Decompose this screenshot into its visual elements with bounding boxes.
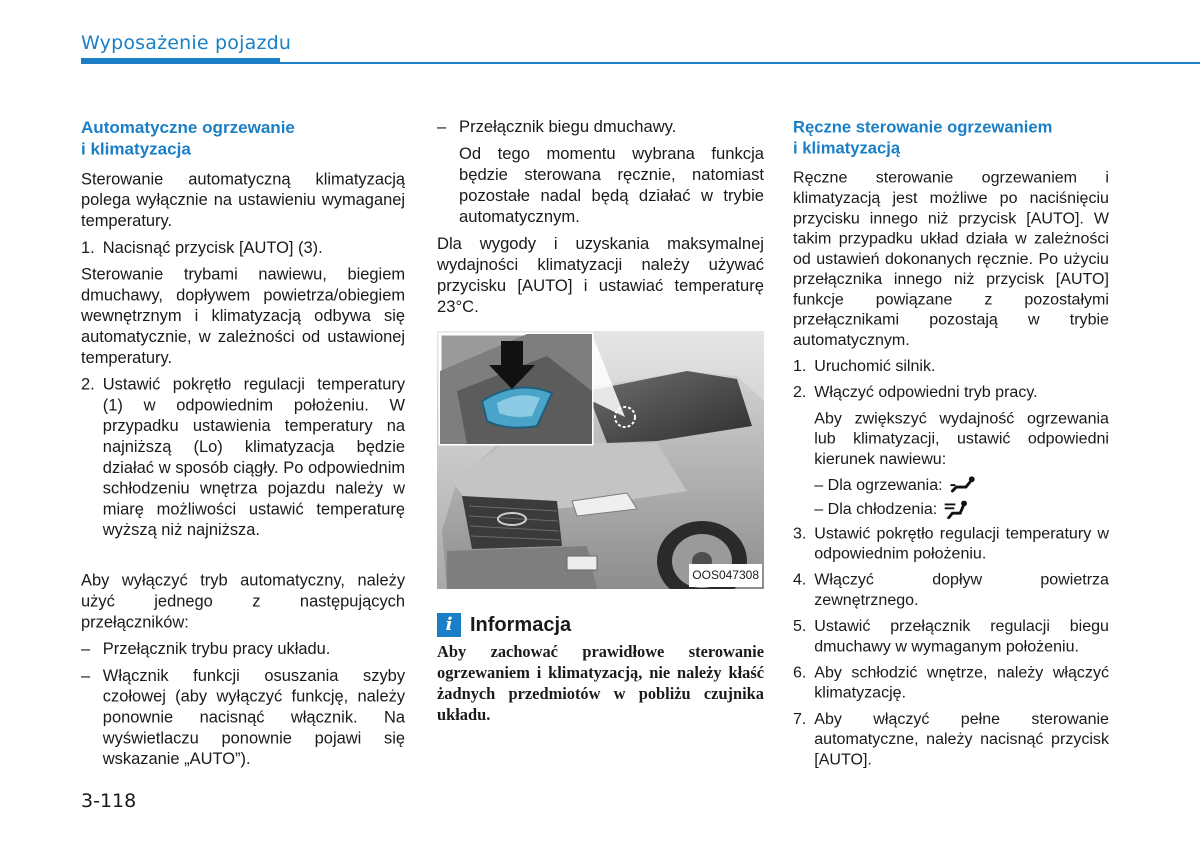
paragraph: Sterowanie automatyczną klimatyzacją polega wyłącznie na ustawieniu wymaganej temperatury. — [81, 169, 406, 230]
car-illustration — [437, 331, 764, 589]
paragraph: Aby zwiększyć wydajność ogrzewania lub klimatyzacji, ustawić odpowiedni kierunek nawiewu: — [814, 408, 1109, 468]
column-middle — [437, 116, 764, 725]
info-header — [437, 613, 764, 637]
paragraph: Aby wyłączyć tryb automatyczny, należy użyć jednego z następujących przełączników: — [81, 570, 406, 632]
list-item: 7. Aby włączyć pełne sterowanie automatyczne, należy nacisnąć przycisk [AUTO]. — [793, 709, 1109, 769]
list-item: 1. Uruchomić silnik. — [793, 356, 936, 375]
sensor-photo — [437, 331, 764, 589]
list-item: – Przełącznik trybu pracy układu. — [81, 639, 331, 659]
vent-face-icon — [943, 499, 972, 518]
cool-mode-item: – Dla chłodzenia: — [814, 499, 1109, 519]
paragraph: Sterowanie trybami nawiewu, biegiem dmuchawy, dopływem powietrza/obiegiem wewnętrznym i klimatyzacją odbywa się automatycznie, w zależności od ustawionej temperatury. — [81, 264, 406, 367]
list-item: 6. Aby schłodzić wnętrze, należy włączyć klimatyzację. — [793, 662, 1109, 702]
list-item: – Włącznik funkcji osuszania szyby czołowej (aby wyłączyć funkcję, należy ponownie nacisnąć włącznik. Na wyświetlaczu ponownie pojawi się wskazanie „AUTO”). — [81, 665, 406, 769]
list-item: 5. Ustawić przełącznik regulacji biegu dmuchawy w wymaganym położeniu. — [793, 616, 1109, 656]
list-item: 3. Ustawić pokrętło regulacji temperatury w odpowiednim położeniu. — [793, 523, 1109, 563]
list-item: 2. Włączyć odpowiedni tryb pracy. — [793, 382, 1038, 402]
paragraph: Dla wygody i uzyskania maksymalnej wydajności klimatyzacji należy używać przycisku [AUTO] i ustawiać temperaturę 23°C. — [437, 234, 764, 316]
section-heading-auto: Automatyczne ogrzewanie i klimatyzacja — [81, 116, 295, 159]
section-heading-manual: Ręczne sterowanie ogrzewaniem i klimatyzacją — [793, 116, 1053, 158]
info-icon: i — [437, 613, 461, 637]
running-header: Wyposażenie pojazdu — [81, 32, 292, 54]
image-code: OOS047308 — [689, 564, 762, 587]
header-rule — [280, 62, 1200, 64]
page-number: 3-118 — [81, 790, 137, 812]
info-title: Informacja — [470, 613, 572, 636]
heat-mode-item: – Dla ogrzewania: — [814, 474, 1109, 494]
list-item: 1. Nacisnąć przycisk [AUTO] (3). — [81, 237, 323, 257]
list-item: 4. Włączyć dopływ powietrza zewnętrznego. — [793, 570, 1109, 609]
header-rule-thick — [81, 58, 280, 64]
list-item: – Przełącznik biegu dmuchawy. — [437, 117, 677, 136]
info-body: Aby zachować prawidłowe sterowanie ogrzewaniem i klimatyzacją, nie należy kłaść żadnych przedmiotów w pobliżu czujnika układu. — [437, 642, 764, 724]
column-left — [81, 116, 405, 775]
paragraph: Od tego momentu wybrana funkcja będzie sterowana ręcznie, natomiast pozostałe nadal będą działać w trybie automatycznym. — [459, 144, 764, 226]
paragraph: Ręczne sterowanie ogrzewaniem i klimatyzacją jest możliwe po naciśnięciu przycisku innego niż przycisk [AUTO]. W takim przypadku układ działa w zależności od ustawień dokonanych ręcznie. Po użyciu przełącznika innego niż przycisk [AUTO] funkcje powiązane z pozostałymi przełącznikami pozostają w trybie automatycznym. — [793, 168, 1109, 349]
list-item: 2. Ustawić pokrętło regulacji temperatury (1) w odpowiednim położeniu. W przypadku ustawienia temperatury na najniższą (Lo) klimatyzacja będzie działać w sposób ciągły. Po odpowiednim schłodzeniu wnętrza pojazdu należy w miarę możliwości ustawić temperaturę wyższą niż najniższa. — [81, 374, 406, 540]
column-right — [793, 116, 1109, 775]
vent-floor-icon — [948, 475, 977, 494]
